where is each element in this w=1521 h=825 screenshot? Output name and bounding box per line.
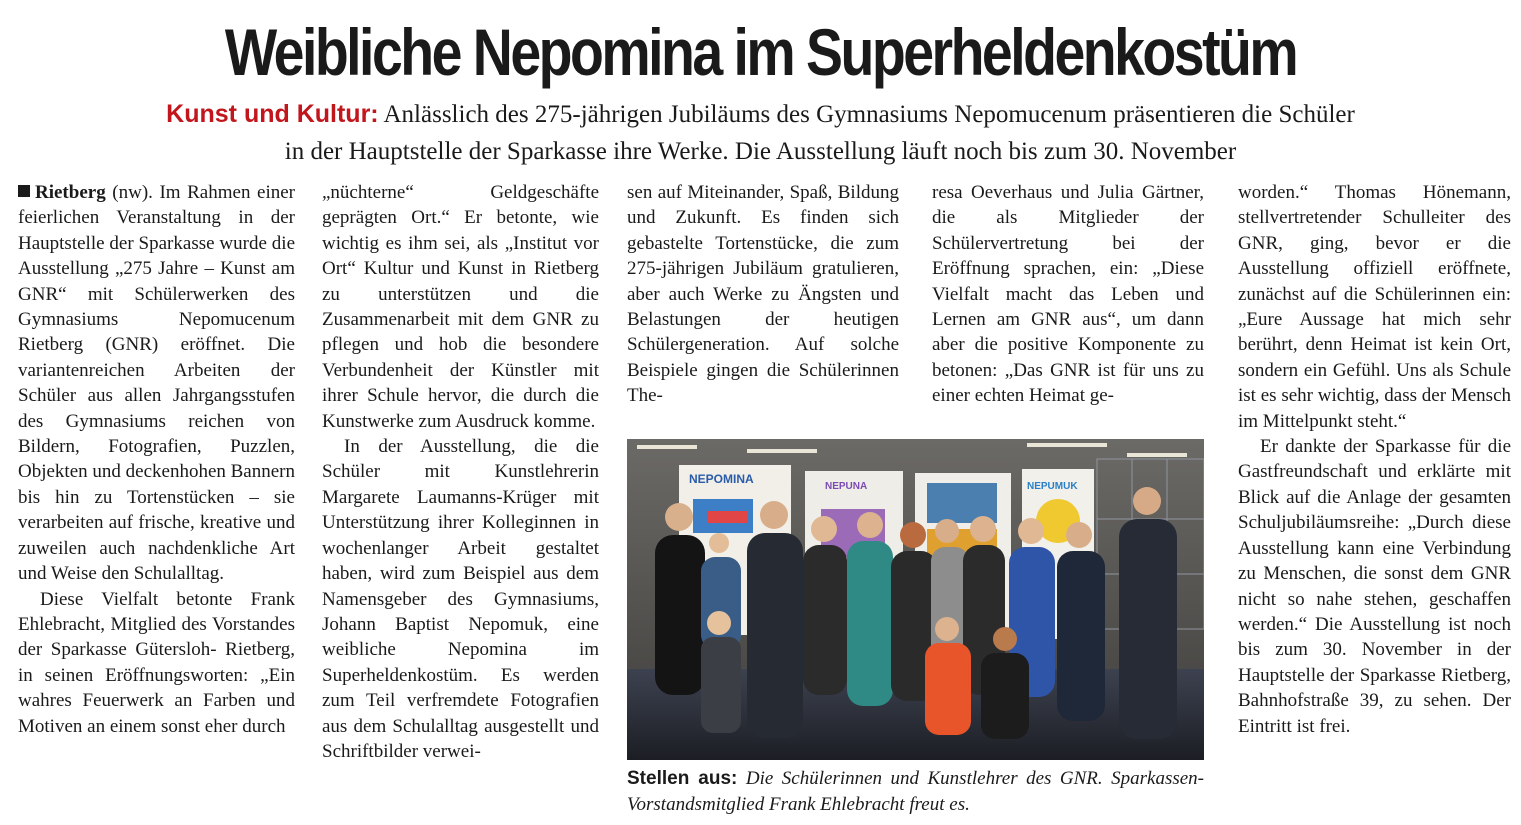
article-paragraph: In der Ausstellung, die die Schüler mit Kunstlehrerin Margarete Laumanns-Krüger mit Unterstützung ihrer Kolleginnen in wochenlanger Arbeit gestaltet haben, wird zum Beispiel aus dem Namensgeber des Gymnasiums, Johann Baptist Nepomuk, eine weibliche Nepomina im Superheldenkostüm. Es werden zum Teil verfremdete Fotografien aus dem Schulalltag ausgestellt und Schriftbilder verwei- [322,436,599,762]
person [747,501,803,738]
caption-lead: Stellen aus: [627,768,738,789]
subheadline-line-2: in der Hauptstelle der Sparkasse ihre Werke. Die Ausstellung läuft noch bis zum 30. November [284,138,1237,165]
article-paragraph: Er dankte der Sparkasse für die Gastfreundschaft und erklärte mit Blick auf die Anlage der gesamten Schuljubiläumsreihe: „Durch diese Ausstellung kann eine Verbindung zu Menschen, die sonst dem GNR nicht so nahe stehen, geschaffen werden.“ Die Ausstellung ist noch bis zum 30. November in der Hauptstelle der Sparkasse Rietberg, Bahnhofstraße 39, zu sehen. Der Eintritt ist frei. [1238,436,1511,737]
article-photo [627,439,1204,760]
headline: Weibliche Nepomina im Superheldenkostüm [224,15,1297,89]
banner-label: NEPOMINA [689,472,754,486]
person [1119,487,1177,739]
article-paragraph: sen auf Miteinander, Spaß, Bildung und Zukunft. Es finden sich gebastelte Tortenstücke, die zum 275-jährigen Jubiläum gratulieren, aber auch Werke zu Ängsten und Belastungen der heutigen Schülergeneration. Auf solche Beispiele gingen die Schülerinnen The- [627,182,899,407]
article-column-3 [627,180,899,409]
article-paragraph [18,180,295,587]
banner-label: NEPUMUK [1027,481,1078,492]
paragraph-marker [18,185,30,197]
article-paragraph: worden.“ Thomas Hönemann, stellvertretender Schulleiter des GNR, ging, bevor er die Ausstellung offiziell eröffnete, zunächst auf die Schülerinnen ein: „Eure Aussage hat mich sehr berührt, denn Heimat ist kein Ort, sondern ein Gefühl. Uns als Schule ist es sehr wichtig, dass der Mensch im Mittelpunkt steht.“ [1238,182,1511,432]
article-paragraph: „nüchterne“ Geldgeschäfte geprägten Ort.“ Er betonte, wie wichtig es ihm sei, als „Institut vor Ort“ Kultur und Kunst in Rietberg zu unterstützen und die Zusammenarbeit mit dem GNR zu pflegen und hob die besondere Verbundenheit der Künstler mit ihrer Schule hervor, die durch die Kunstwerke zum Ausdruck komme. [322,182,599,432]
article-paragraph: resa Oeverhaus und Julia Gärtner, die als Mitglieder der Schülervertretung bei der Eröffnung sprachen, ein: „Diese Vielfalt macht das Leben und Lernen am GNR aus“, um dann aber die positive Komponente zu betonen: „Das GNR ist für uns zu einer echten Heimat ge- [932,182,1204,407]
group-photo-illustration [627,439,1204,760]
article-column-4 [932,180,1204,409]
photo-caption [627,766,1204,818]
article-column-1 [18,180,295,739]
banner-label: NEPUNA [825,481,868,492]
subheadline-line-1 [0,98,1521,131]
paragraph-text: (nw). Im Rahmen einer feierlichen Veranstaltung in der Hauptstelle der Sparkasse wurde die Ausstellung „275 Jahre – Kunst am GNR“ mit Schülerwerken des Gymnasiums Nepomucenum Rietberg (GNR) eröffnet. Die variantenreichen Arbeiten der Schüler aus allen Jahrgangsstufen des Gymnasiums reichen von Bildern, Fotografien, Puzzlen, Objekten und deckenhohen Bannern bis hin zu Tortenstücken – sie verarbeiten auf frische, kreative und zuweilen auch nachdenkliche Art und Weise den Schulalltag. [18,182,295,585]
caption-text: Die Schülerinnen und Kunstlehrer des GNR. Sparkassen-Vorstandsmitglied Frank Ehlebracht freut es. [627,768,1204,815]
article-column-5 [1238,180,1511,739]
subheadline-text-1: Anlässlich des 275-jährigen Jubiläums des Gymnasiums Nepomucenum präsentieren die Schüler [378,101,1355,128]
article-paragraph: Diese Vielfalt betonte Frank Ehlebracht, Mitglied des Vorstandes der Sparkasse Gütersloh- Rietberg, in seinen Eröffnungsworten: „Ein wahres Feuerwerk an Farben und Motiven an einem sonst eher durch [18,588,295,737]
kicker: Kunst und Kultur: [166,100,379,128]
article-column-2 [322,180,599,764]
dateline: Rietberg [35,182,106,203]
